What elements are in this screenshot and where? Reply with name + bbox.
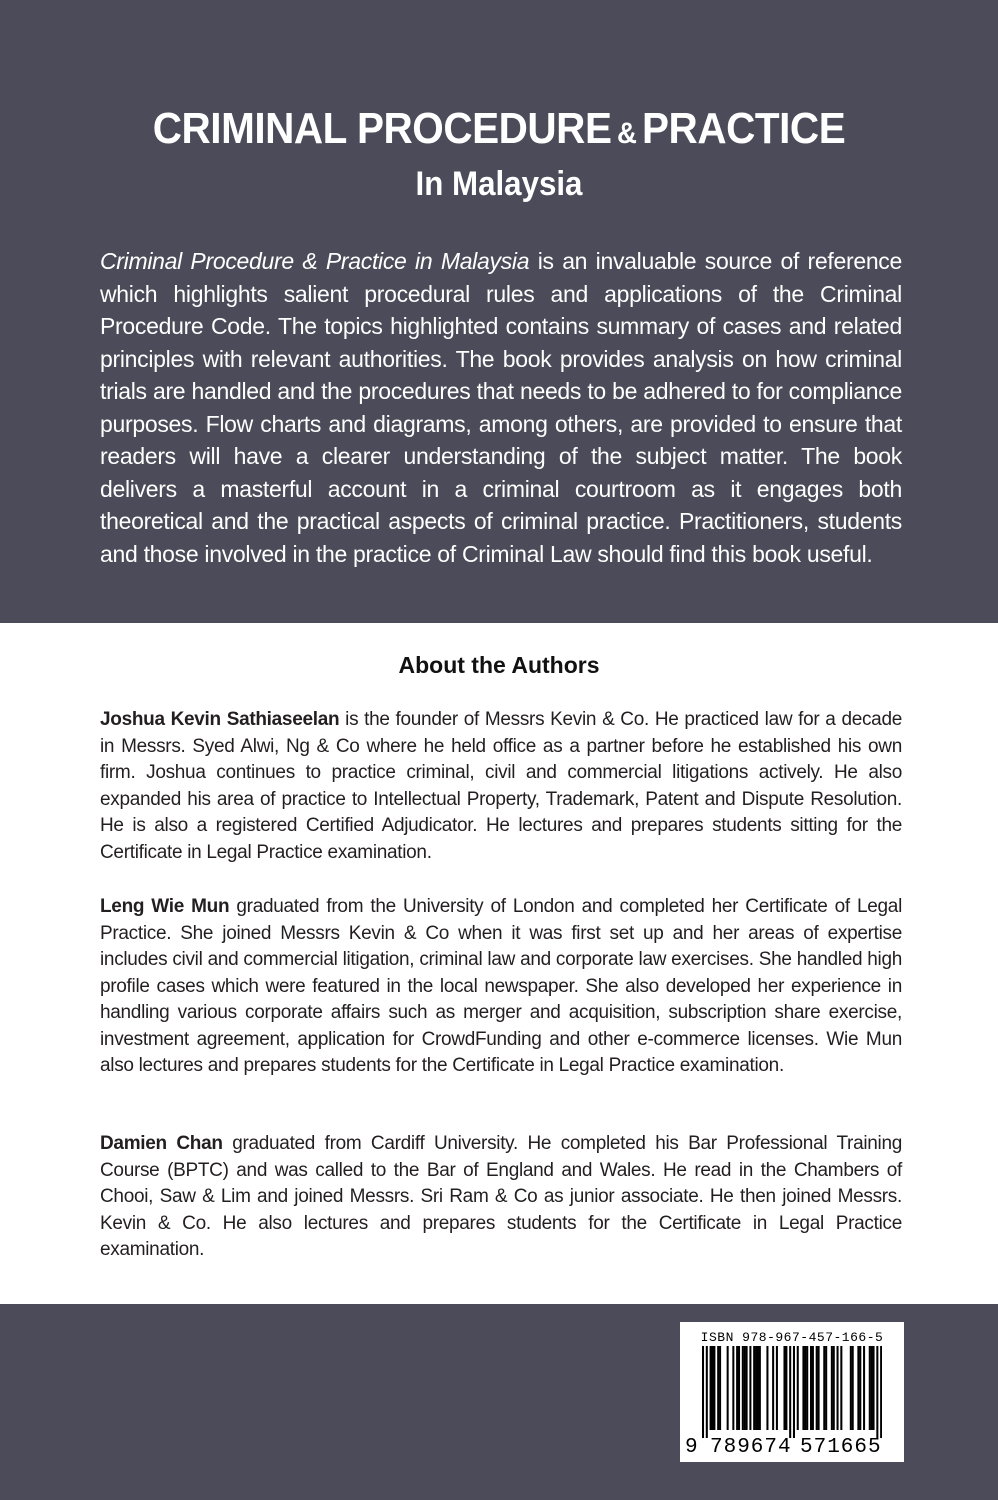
book-blurb (100, 245, 902, 570)
barcode-bar (789, 1346, 791, 1438)
barcode-bar (797, 1346, 799, 1430)
barcode-bar (816, 1346, 818, 1430)
barcode-bar (732, 1346, 734, 1430)
blurb-text: is an invaluable source of reference which highlights salient procedural rules and applications of the Criminal Procedure Code. The topics highlighted contains summary of cases and related principles with relevant authorities. The book provides analysis on how criminal trials are handled and the procedures that needs to be adhered to for compliance purposes. Flow charts and diagrams, among others, are provided to ensure that readers will have a clearer understanding of the subject matter. The book delivers a masterful account in a criminal courtroom as it engages both theoretical and the practical aspects of criminal practice. Practitioners, students and those involved in the practice of Criminal Law should find this book useful. (100, 248, 903, 567)
barcode-bar (812, 1346, 814, 1430)
author-name: Damien Chan (100, 1133, 223, 1154)
barcode-bar (759, 1346, 761, 1430)
author-bio-text: graduated from Cardiff University. He completed his Bar Professional Training Course (BPTC) and was called to the Bar of England and Wales. He read in the Chambers of Chooi, Saw & Lim and joined Messrs. Sri Ram & Co as junior associate. He then joined Messrs. Kevin & Co. He also lectures and prepares students for the Certificate in Legal Practice examination. (100, 1133, 902, 1260)
title-part1: CRIMINAL PROCEDURE (152, 104, 612, 153)
barcode-bar (710, 1346, 712, 1430)
barcode-bar (717, 1346, 719, 1430)
author-name: Leng Wie Mun (100, 896, 230, 917)
barcode-bar (753, 1346, 755, 1430)
barcode-bars (702, 1346, 882, 1438)
barcode-bar (783, 1346, 785, 1430)
barcode-bar (757, 1346, 759, 1430)
barcode-bar (785, 1346, 787, 1430)
author-bio-text: is the founder of Messrs Kevin & Co. He practiced law for a decade in Messrs. Syed Alwi, Ng & Co where he held office as a partner before he established his own firm. Joshua continues to practice criminal, civil and commercial litigations actively. He also expanded his area of practice to Intellectual Property, Trademark, Patent and Dispute Resolution. He is also a registered Certified Adjudicator. He lectures and prepares students sitting for the Certificate in Legal Practice examination. (100, 709, 902, 863)
barcode-bar (706, 1346, 708, 1438)
about-authors-heading: About the Authors (398, 652, 600, 678)
barcode-bar (833, 1346, 835, 1430)
barcode-bar (776, 1346, 778, 1430)
barcode-bar (810, 1346, 812, 1430)
barcode-bar (825, 1346, 827, 1430)
barcode-bar (873, 1346, 875, 1430)
isbn-label: ISBN 978-967-457-166-5 (700, 1330, 884, 1345)
barcode-bar (852, 1346, 854, 1430)
barcode-digit-group2: 571665 (800, 1436, 882, 1459)
barcode-bar (702, 1346, 704, 1438)
book-title (40, 104, 958, 154)
barcode-bar (837, 1346, 839, 1430)
barcode-bar (804, 1346, 806, 1430)
barcode-bar (871, 1346, 873, 1430)
barcode-bar (738, 1346, 740, 1430)
barcode-bar (850, 1346, 852, 1430)
barcode-bar (713, 1346, 715, 1430)
author-name: Joshua Kevin Sathiaseelan (100, 709, 340, 730)
isbn-barcode (680, 1322, 904, 1462)
barcode-bar (802, 1346, 804, 1430)
title-ampersand: & (617, 117, 637, 150)
book-subtitle: In Malaysia (415, 165, 583, 203)
barcode-bar (742, 1346, 744, 1430)
barcode-bar (736, 1346, 738, 1430)
barcode-bar (749, 1346, 751, 1430)
barcode-bar (772, 1346, 774, 1430)
title-part2: PRACTICE (642, 104, 846, 153)
barcode-bar (863, 1346, 865, 1430)
barcode-bar (719, 1346, 721, 1430)
author-bio-leng (100, 894, 902, 1080)
barcode-bar (857, 1346, 859, 1430)
barcode-bar (859, 1346, 861, 1430)
barcode-bar (746, 1346, 748, 1430)
author-bio-damien (100, 1131, 902, 1264)
barcode-bar (727, 1346, 729, 1430)
barcode-bar (744, 1346, 746, 1430)
blurb-book-title: Criminal Procedure & Practice in Malaysia (100, 248, 530, 274)
barcode-bar (818, 1346, 820, 1430)
barcode-bar (880, 1346, 882, 1438)
barcode-bar (823, 1346, 825, 1430)
barcode-bar (840, 1346, 842, 1430)
barcode-bar (755, 1346, 757, 1430)
barcode-bar (831, 1346, 833, 1430)
barcode-bar (806, 1346, 808, 1430)
barcode-digit-group1: 789674 (710, 1436, 792, 1459)
barcode-bar (793, 1346, 795, 1438)
barcode-bar (876, 1346, 878, 1438)
author-bio-joshua (100, 707, 902, 866)
barcode-bar (711, 1346, 713, 1430)
author-bio-text: graduated from the University of London and completed her Certificate of Legal Practice. She joined Messrs Kevin & Co when it was first set up and her areas of expertise includes civil and commercial litigation, criminal law and corporate law exercises. She handled high profile cases which were featured in the local newspaper. She also developed her experience in handling various corporate affairs such as merger and acquisition, subscription share exercise, investment agreement, application for CrowdFunding and other e-commerce licenses. Wie Mun also lectures and prepares students for the Certificate in Legal Practice examination. (100, 896, 902, 1076)
barcode-digit-first: 9 (685, 1436, 698, 1459)
barcode-bar (869, 1346, 871, 1430)
barcode-bar (766, 1346, 768, 1430)
